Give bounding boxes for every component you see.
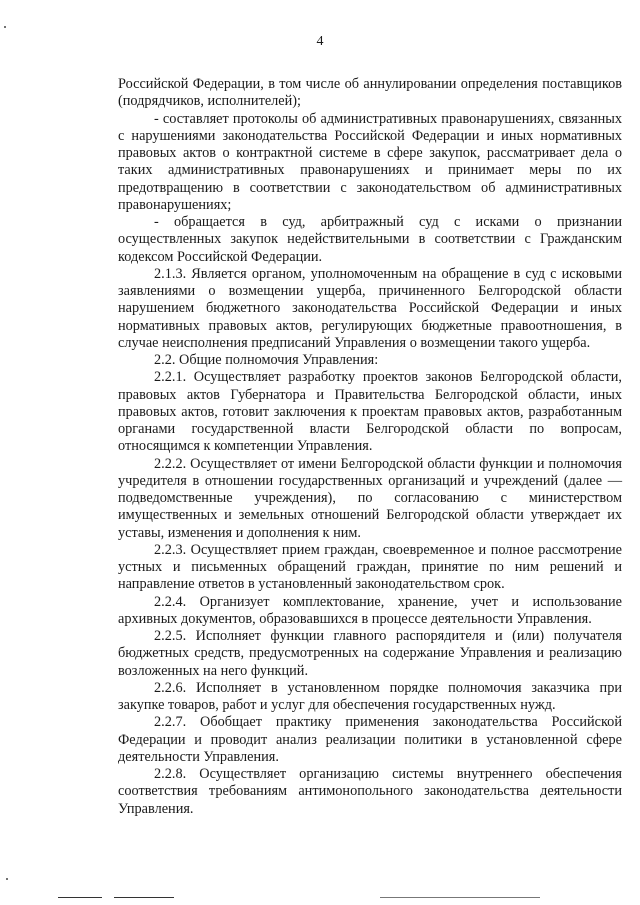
paragraph: 2.2.4. Организует комплектование, хранение, учет и использование архивных документов, образовавшихся в процессе деятельности Управления.: [118, 593, 622, 627]
paragraph: 2.2.8. Осуществляет организацию системы внутреннего обеспечения соответствия требованиям антимонопольного законодательства деятельности Управления.: [118, 766, 622, 817]
paragraph: 2.2.2. Осуществляет от имени Белгородской области функции и полномочия учредителя в отношении государственных организаций и учреждений (далее — подведомственные учреждения), по согласованию с министерством имущественных и земельных отношений Белгородской области утверждает их уставы, изменения и дополнения к ним.: [118, 455, 622, 541]
scan-artifact-line: [58, 897, 102, 898]
paragraph: - составляет протоколы об административных правонарушениях, связанных с нарушениями законодательства Российской Федерации и иных нормативных правовых актов о контрактной системе в сфере закупок, рассматривает дела о таких административных правонарушениях и принимает меры по их предотвращению в соответствии с законодательством об административных правонарушениях;: [118, 110, 622, 213]
scan-artifact-line: [380, 897, 540, 898]
scan-artifact-line: [114, 897, 174, 898]
paragraph: 2.2.1. Осуществляет разработку проектов законов Белгородской области, правовых актов Губернатора и Правительства Белгородской области, иных правовых актов, готовит заключения к проектам правовых актов, разработанным органами государственной власти Белгородской области по вопросам, относящимся к компетенции Управления.: [118, 369, 622, 455]
paragraph: 2.2. Общие полномочия Управления:: [154, 352, 379, 368]
document-body: [118, 76, 622, 818]
paragraph: 2.1.3. Является органом, уполномоченным на обращение в суд с исковыми заявлениями о возмещении ущерба, причиненного Белгородской области нарушением бюджетного законодательства Российской Федерации и иных нормативных правовых актов, регулирующих бюджетные правоотношения, в случае неисполнения предписаний Управления о возмещении такого ущерба.: [118, 265, 622, 351]
scan-speck: [6, 878, 8, 880]
paragraph: 2.2.7. Обобщает практику применения законодательства Российской Федерации и проводит анализ реализации политики в установленной сфере деятельности Управления.: [118, 714, 622, 765]
paragraph: - обращается в суд, арбитражный суд с исками о признании осуществленных закупок недействительными в соответствии с Гражданским кодексом Российской Федерации.: [118, 214, 622, 265]
scan-speck: [4, 26, 6, 28]
page-number: 4: [316, 34, 324, 49]
paragraph: Российской Федерации, в том числе об аннулировании определения поставщиков (подрядчиков, исполнителей);: [118, 76, 622, 110]
paragraph: 2.2.5. Исполняет функции главного распорядителя и (или) получателя бюджетных средств, предусмотренных на содержание Управления и реализацию возложенных на него функций.: [118, 628, 622, 679]
paragraph: 2.2.3. Осуществляет прием граждан, своевременное и полное рассмотрение устных и письменных обращений граждан, принятие по ним решений и направление ответов в установленный законодательством срок.: [118, 541, 622, 593]
paragraph: 2.2.6. Исполняет в установленном порядке полномочия заказчика при закупке товаров, работ и услуг для обеспечения государственных нужд.: [118, 679, 622, 713]
